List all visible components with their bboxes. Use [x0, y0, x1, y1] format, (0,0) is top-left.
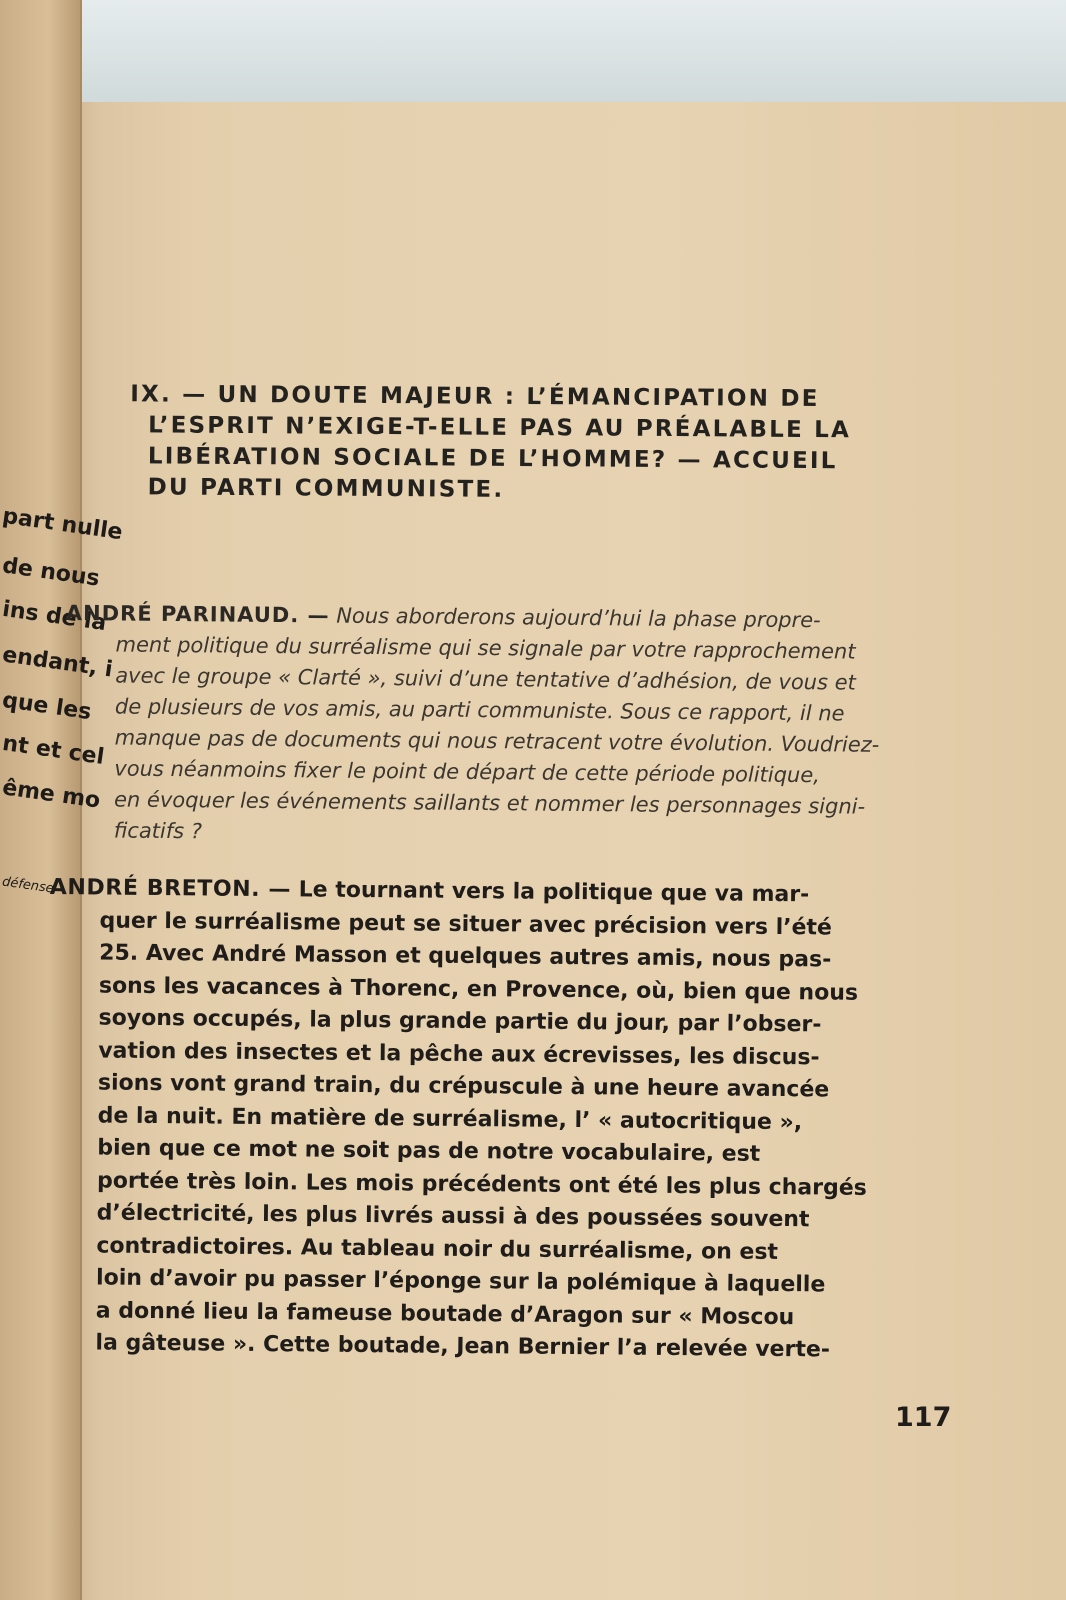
paragraph-line: de la nuit. En matière de surréalisme, l’ « autocritique », — [97, 1102, 803, 1135]
paragraph-line: sons les vacances à Thorenc, en Provence, où, bien que nous — [98, 972, 859, 1006]
parinaud-question — [64, 598, 916, 854]
breton-answer — [45, 872, 930, 1368]
previous-page-fragment: de nous — [0, 553, 102, 592]
previous-page-fragment: part nulle — [0, 503, 125, 546]
paragraph-line: en évoquer les événements saillants et nommer les personnages signi- — [113, 787, 866, 819]
paragraph-line: sions vont grand train, du crépuscule à une heure avancée — [97, 1070, 830, 1103]
paragraph-line: de plusieurs de vos amis, au parti communiste. Sous ce rapport, il ne — [114, 694, 845, 726]
paragraph-line: soyons occupés, la plus grande partie du jour, par l’obser- — [98, 1005, 822, 1038]
paragraph-line: ment politique du surréalisme qui se signale par votre rapprochement — [115, 632, 856, 664]
speaker-name: ANDRÉ BRETON. — — [49, 874, 292, 903]
paragraph-line: vous néanmoins fixer le point de départ de cette période politique, — [114, 756, 821, 788]
paragraph-text: Le tournant vers la politique que va mar- — [290, 877, 810, 908]
previous-page-fragment: que les — [0, 687, 93, 726]
page-number: 117 — [895, 1402, 952, 1433]
paragraph-line: ficatifs ? — [113, 818, 203, 844]
paragraph-line: manque pas de documents qui nous retracent votre évolution. Voudriez- — [114, 725, 880, 757]
paragraph-line: quer le surréalisme peut se situer avec précision vers l’été — [99, 907, 833, 941]
previous-page-fragment: nt et cel — [0, 730, 106, 771]
previous-page-fragment: endant, i — [0, 642, 115, 683]
paragraph-line: la gâteuse ». Cette boutade, Jean Bernier l’a relevée verte- — [95, 1330, 831, 1363]
paragraph-line: d’électricité, les plus livrés aussi à des poussées souvent — [96, 1200, 810, 1233]
paragraph-line: bien que ce mot ne soit pas de notre vocabulaire, est — [97, 1135, 761, 1167]
previous-page-fragment: ême mo — [0, 775, 102, 814]
heading-line: LIBÉRATION SOCIALE DE L’HOMME? — ACCUEIL — [147, 443, 838, 475]
paragraph-text: Nous aborderons aujourd’hui la phase propre- — [329, 603, 821, 633]
heading-line: IX. — UN DOUTE MAJEUR : L’ÉMANCIPATION DE — [130, 381, 820, 413]
paragraph-line: loin d’avoir pu passer l’éponge sur la polémique à laquelle — [95, 1265, 826, 1298]
previous-page-fragment: ins de la — [0, 596, 108, 637]
paragraph-line: portée très loin. Les mois précédents ont été les plus chargés — [96, 1167, 867, 1201]
previous-page-fragment: défense — [1, 874, 55, 897]
paragraph-line: vation des insectes et la pêche aux écrevisses, les discus- — [98, 1037, 820, 1070]
paragraph-line: contradictoires. Au tableau noir du surréalisme, on est — [96, 1232, 779, 1265]
book-page — [58, 102, 1066, 1600]
heading-line: DU PARTI COMMUNISTE. — [147, 474, 505, 503]
paragraph-line: 25. Avec André Masson et quelques autres amis, nous pas- — [99, 940, 832, 973]
paragraph-line: avec le groupe « Clarté », suivi d’une tentative d’adhésion, de vous et — [115, 663, 856, 695]
paragraph-line: a donné lieu la fameuse boutade d’Aragon sur « Moscou — [95, 1297, 795, 1330]
chapter-heading — [130, 379, 921, 509]
speaker-name: ANDRÉ PARINAUD. — — [65, 600, 330, 628]
heading-line: L’ESPRIT N’EXIGE-T-ELLE PAS AU PRÉALABLE LA — [148, 412, 852, 444]
